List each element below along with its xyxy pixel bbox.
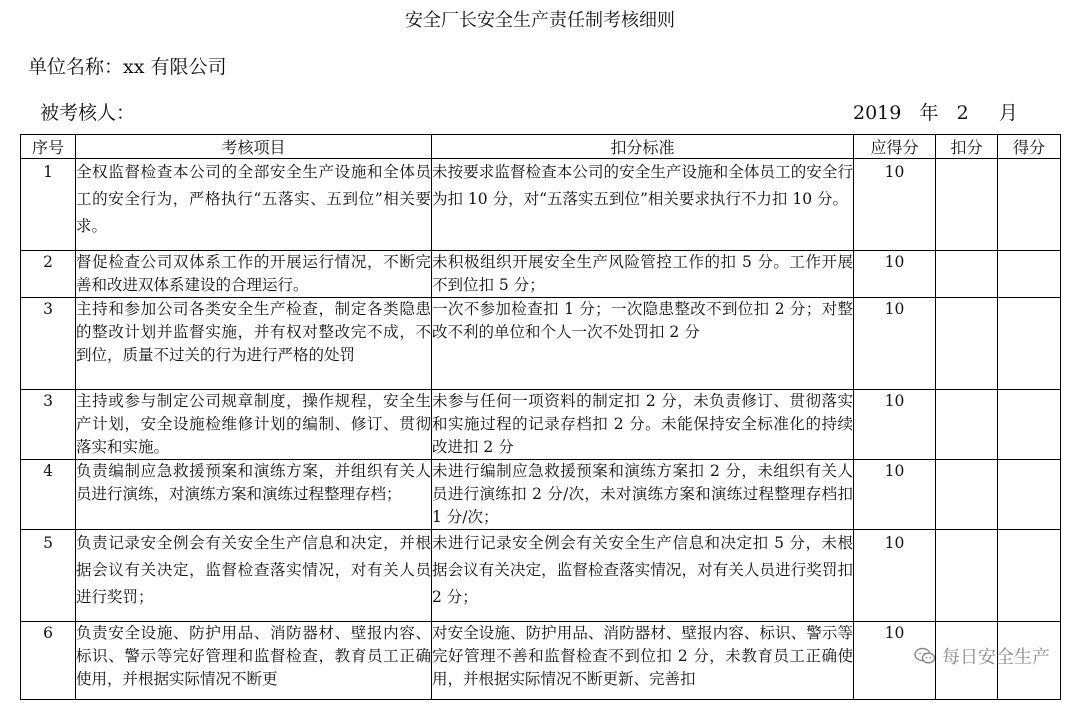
full-score: 10 <box>854 530 936 622</box>
unit-name-line: 单位名称：xx 有限公司 <box>28 56 227 78</box>
assessment-item: 负责记录安全例会有关安全生产信息和决定，并根据会议有关决定，监督检查落实情况，对有关人员进行奖罚； <box>76 530 432 622</box>
watermark <box>914 643 1050 669</box>
deduct-cell <box>936 298 998 390</box>
table-row <box>21 530 1061 622</box>
row-number: 2 <box>21 251 76 298</box>
deduction-standard: 未按要求监督检查本公司的安全生产设施和全体员工的安全行为扣 10 分，对“五落实五到位”相关要求执行不力扣 10 分。 <box>432 159 854 251</box>
document-title: 安全厂长安全生产责任制考核细则 <box>405 10 675 31</box>
table-row <box>21 298 1061 390</box>
earned-cell <box>998 390 1061 460</box>
row-number: 5 <box>21 530 76 622</box>
table-row <box>21 622 1061 700</box>
assessment-item: 督促检查公司双体系工作的开展运行情况，不断完善和改进双体系建设的合理运行。 <box>76 251 432 298</box>
deduct-cell <box>936 460 998 530</box>
earned-cell <box>998 460 1061 530</box>
earned-cell <box>998 251 1061 298</box>
earned-cell <box>998 298 1061 390</box>
deduction-standard: 一次不参加检查扣 1 分；一次隐患整改不到位扣 2 分；对整改不利的单位和个人一次不处罚扣 2 分 <box>432 298 854 390</box>
row-number: 6 <box>21 622 76 700</box>
deduction-standard: 未进行编制应急救援预案和演练方案扣 2 分，未组织有关人员进行演练扣 2 分/次，未对演练方案和演练过程整理存档扣 1 分/次； <box>432 460 854 530</box>
full-score: 10 <box>854 159 936 251</box>
table-row <box>21 159 1061 251</box>
assessment-item: 负责编制应急救援预案和演练方案，并组织有关人员进行演练，对演练方案和演练过程整理存档； <box>76 460 432 530</box>
full-score: 10 <box>854 251 936 298</box>
row-number: 1 <box>21 159 76 251</box>
deduction-standard: 对安全设施、防护用品、消防器材、壁报内容、标识、警示等完好管理不善和监督检查不到位扣 2 分，未教育员工正确使用，并根据实际情况不断更新、完善扣 <box>432 622 854 700</box>
row-number: 4 <box>21 460 76 530</box>
deduct-cell <box>936 390 998 460</box>
wechat-icon <box>914 647 936 665</box>
deduction-standard: 未参与任何一项资料的制定扣 2 分，未负责修订、贯彻落实和实施过程的记录存档扣 2 分。未能保持安全标准化的持续改进扣 2 分 <box>432 390 854 460</box>
header-earned: 得分 <box>998 135 1061 159</box>
table-row <box>21 390 1061 460</box>
assessment-table <box>20 134 1061 700</box>
assessee-line: 被考核人： <box>40 102 136 124</box>
assessment-item: 负责安全设施、防护用品、消防器材、壁报内容、标识、警示等完好管理和监督检查，教育员工正确使用，并根据实际情况不断更 <box>76 622 432 700</box>
table-header-row <box>21 135 1061 159</box>
full-score: 10 <box>854 390 936 460</box>
assessment-item: 全权监督检查本公司的全部安全生产设施和全体员工的安全行为，严格执行“五落实、五到位”相关要求。 <box>76 159 432 251</box>
full-score: 10 <box>854 298 936 390</box>
watermark-text: 每日安全生产 <box>942 647 1050 668</box>
header-standard: 扣分标准 <box>432 135 854 159</box>
earned-cell <box>998 530 1061 622</box>
deduct-cell <box>936 159 998 251</box>
date-line: 2019 年 2 月 <box>853 102 1018 124</box>
full-score: 10 <box>854 460 936 530</box>
header-score: 应得分 <box>854 135 936 159</box>
deduction-standard: 未积极组织开展安全生产风险管控工作的扣 5 分。工作开展不到位扣 5 分； <box>432 251 854 298</box>
deduct-cell <box>936 530 998 622</box>
table-row <box>21 251 1061 298</box>
assessment-item: 主持和参加公司各类安全生产检查，制定各类隐患的整改计划并监督实施，并有权对整改完不成，不到位，质量不过关的行为进行严格的处罚 <box>76 298 432 390</box>
full-score: 10 <box>854 622 936 700</box>
deduct-cell <box>936 251 998 298</box>
header-seq: 序号 <box>21 135 76 159</box>
table-row <box>21 460 1061 530</box>
header-item: 考核项目 <box>76 135 432 159</box>
earned-cell <box>998 159 1061 251</box>
deduction-standard: 未进行记录安全例会有关安全生产信息和决定扣 5 分，未根据会议有关决定，监督检查落实情况，对有关人员进行奖罚扣 2 分； <box>432 530 854 622</box>
row-number: 3 <box>21 298 76 390</box>
assessment-item: 主持或参与制定公司规章制度，操作规程，安全生产计划，安全设施检维修计划的编制、修订、贯彻落实和实施。 <box>76 390 432 460</box>
row-number: 3 <box>21 390 76 460</box>
header-deduct: 扣分 <box>936 135 998 159</box>
